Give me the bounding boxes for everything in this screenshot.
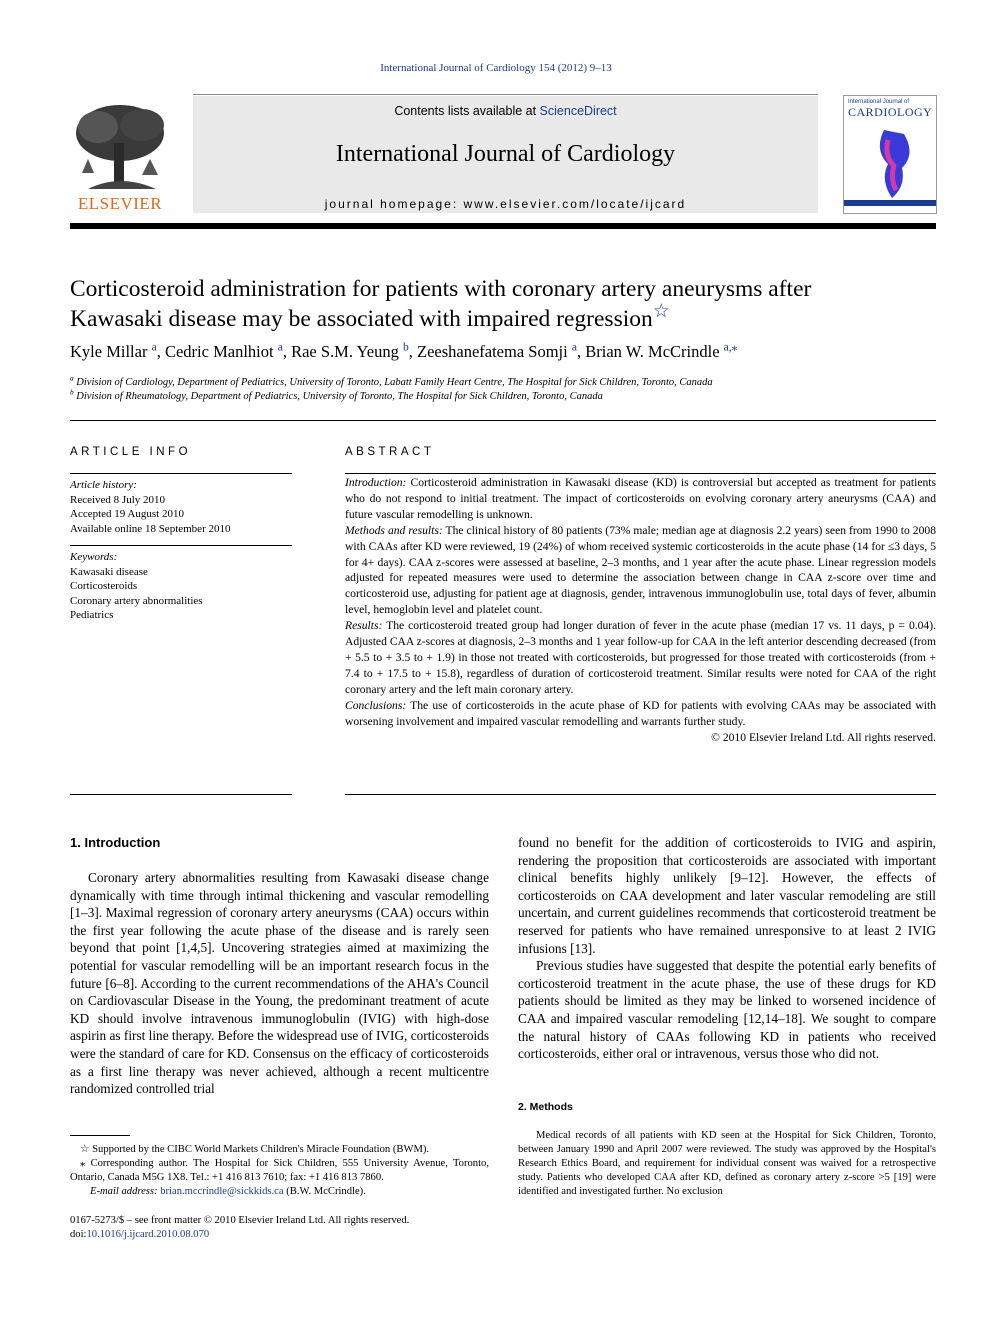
cover-title: CARDIOLOGY (848, 105, 933, 119)
author: Rae S.M. Yeung (291, 342, 399, 361)
keyword: Coronary artery abnormalities (70, 594, 203, 607)
divider (70, 420, 936, 421)
doi-link[interactable]: 10.1016/j.ijcard.2010.08.070 (86, 1229, 210, 1240)
title-footnote-mark[interactable]: ☆ (652, 301, 670, 323)
journal-homepage[interactable]: journal homepage: www.elsevier.com/locate/ijcard (324, 197, 687, 211)
author: Zeeshanefatema Somji (416, 342, 568, 361)
contents-line: Contents lists available at ScienceDirect (394, 104, 617, 118)
keyword: Pediatrics (70, 609, 114, 621)
abstract-results: Results: The corticosteroid treated group had longer duration of fever in the acute phase (median 17 vs. 11 days, p = 0.04). Adjusted CAA z-scores at diagnosis, 2–3 months and 1 year follow-up for CAA in the left anterior descending decreased (from + 5.5 to + 3.5 to + 1.9) in those not treated with corticosteroids, but progressed for those treated with corticosteroids (from + 7.4 to + 17.5 to + 15.8), regardless of duration of corticosteroid treatment. Similar results were noted for CAA of the right coronary artery and the left main coronary artery. (345, 619, 936, 696)
footnote-rule (70, 1135, 130, 1136)
keywords: Keywords: Kawasaki disease Corticosteroids Coronary artery abnormalities Pediatrics (70, 550, 292, 623)
methods-paragraph: Medical records of all patients with KD seen at the Hospital for Sick Children, Toronto, between January 1990 and April 2007 were reviewed. The study was approved by the Hospital's Research Ethics Board, and requirement for individual consent was waived for a retrospective study. Patients who developed CAA after KD, defined as coronary artery z-score >5 [19] were identified and investigated further. No exclusion (518, 1130, 936, 1197)
article-history: Article history: Received 8 July 2010 Accepted 19 August 2010 Available online 18 September 2010 (70, 479, 231, 535)
header-rule (193, 94, 818, 95)
introduction-heading: 1. Introduction (70, 835, 161, 850)
divider (345, 794, 936, 795)
abstract-introduction: Introduction: Corticosteroid administration in Kawasaki disease (KD) is controversial but accepted as treatment for patients who do not respond to initial treatment. The impact of corticosteroids on evolving coronary artery aneurysms (CAA) and future vascular remodelling is unknown. (345, 476, 936, 521)
cover-subtitle: International Journal of (848, 99, 910, 105)
right-column-text: found no benefit for the addition of corticosteroids to IVIG and aspirin, rendering the proposition that corticosteroids are associated with important clinical benefits highly unlikely [9–12]. However, the effects of corticosteroids on CAA development and later vascular remodeling are still uncertain, and current guidelines recommends that corticosteroid treatment be reserved for patients who have remained unresponsive to at least 2 IVIG infusions [13]. Previous studies have suggested that despite the potential early benefits of corticosteroid treatment in the acute phase, the use of these drugs for KD patients should be limited as they may be linked to worsened incidence of CAA and impaired vascular remodeling [12,14–18]. We sought to compare the natural history of CAAs following KD in patients who received corticosteroids, either oral or intravenous, versus those who did not. (518, 835, 936, 1062)
abstract-methods: Methods and results: The clinical history of 80 patients (73% male; median age at diagnosis 2.2 years) seen from 1990 to 2008 with CAAs after KD were reviewed, 19 (24%) of whom received systemic corticosteroids in the acute phase (14 for ≤3 days, 5 for 4+ days). CAA z-scores were assessed at baseline, 2–3 months, and 1 year after the acute phase. Linear regression models adjusted for repeated measures were used to determine the association between change in CAA z-score over time and corticosteroid use, adjusting for patient age at diagnosis, gender, intravenous immunoglobulin use, total days of fever, albumin level, hemoglobin level and platelet count. (345, 523, 936, 617)
affiliation-b: $^b$ Division of Rheumatology, Department of Pediatrics, University of Toronto, The Hospital for Sick Children, Toronto, Canada (70, 387, 603, 402)
divider (70, 545, 292, 546)
abstract-conclusions: Conclusions: The use of corticosteroids in the acute phase of KD for patients with evolving CAAs may be associated with worsening involvement and impaired vascular remodelling and warrants further study. (345, 698, 936, 728)
footnotes: ☆ Supported by the CIBC World Markets Children's Miracle Foundation (BWM). ⁎ Corresponding author. The Hospital for Sick Children, 555 University Avenue, Toronto, Ontario, Canada M5G 1X8. Tel.: +1 416 813 7610; fax: +1 416 813 7860. E-mail address: brian.mccrindle@sickkids.ca (B.W. McCrindle). (70, 1144, 489, 1197)
author: Brian W. McCrindle (585, 342, 720, 361)
author-affiliation-mark[interactable]: a (571, 341, 577, 354)
author-list: Kyle Millar $^a$, Cedric Manlhiot $^a$, Rae S.M. Yeung $^b$, Zeeshanefatema Somji $^a$, Brian W. McCrindle $^{a,⁎}$ (70, 341, 738, 361)
header-thick-rule (70, 223, 936, 229)
sciencedirect-link[interactable]: ScienceDirect (539, 104, 617, 118)
publisher-wordmark: ELSEVIER (77, 194, 163, 213)
article-title: Corticosteroid administration for patients with coronary artery aneurysms after Kawasaki disease may be associated with impaired regression☆ (70, 276, 812, 332)
author-affiliation-mark[interactable]: a (277, 341, 283, 354)
abstract-heading: ABSTRACT (345, 446, 435, 458)
author: Cedric Manlhiot (164, 342, 274, 361)
methods-heading: 2. Methods (518, 1101, 573, 1113)
keyword: Kawasaki disease (70, 565, 148, 578)
divider (70, 794, 292, 795)
journal-title: International Journal of Cardiology (335, 141, 676, 167)
author: Kyle Millar (70, 342, 148, 361)
author-affiliation-mark[interactable]: a,⁎ (723, 341, 738, 354)
introduction-paragraph: Coronary artery abnormalities resulting from Kawasaki disease change dynamically with time through intimal thickening and vascular remodelling [1–3]. Maximal regression of coronary artery aneurysms (CAA) occurs within the first year following the acute phase of the disease and is rarely seen beyond that point [1,4,5]. Uncovering strategies aimed at maximizing the potential for vascular remodelling will be an important research focus in the future [6–8]. According to the current recommendations of the AHA's Council on Cardiovascular Disease in the Young, the predominant treatment of acute KD should involve intravenous immunoglobulin (IVIG) with high-dose aspirin as first line therapy. Before the widespread use of IVIG, corticosteroids were the standard of care for KD. Consensus on the efficacy of corticosteroids as a first line therapy was never achieved, although a recent multicentre randomized controlled trial (70, 870, 489, 1097)
keyword: Corticosteroids (70, 580, 138, 592)
issn-line: 0167-5273/$ – see front matter © 2010 Elsevier Ireland Ltd. All rights reserved. (70, 1215, 410, 1226)
email-link[interactable]: brian.mccrindle@sickkids.ca (160, 1186, 284, 1197)
affiliation-a: $^a$ Division of Cardiology, Department of Pediatrics, University of Toronto, Labatt Family Heart Centre, The Hospital for Sick Children, Toronto, Canada (70, 373, 713, 388)
abstract-copyright: © 2010 Elsevier Ireland Ltd. All rights reserved. (711, 730, 936, 744)
journal-citation[interactable]: International Journal of Cardiology 154 (2012) 9–13 (380, 62, 612, 74)
divider (70, 473, 292, 474)
journal-cover-image (843, 95, 937, 214)
article-info-heading: ARTICLE INFO (70, 446, 192, 458)
doi-line: doi:10.1016/j.ijcard.2010.08.070 (70, 1229, 210, 1240)
author-affiliation-mark[interactable]: b (402, 341, 409, 354)
divider (345, 473, 936, 474)
abstract-body (345, 475, 936, 745)
cover-heart-illustration (844, 120, 936, 206)
author-affiliation-mark[interactable]: a (151, 341, 157, 354)
